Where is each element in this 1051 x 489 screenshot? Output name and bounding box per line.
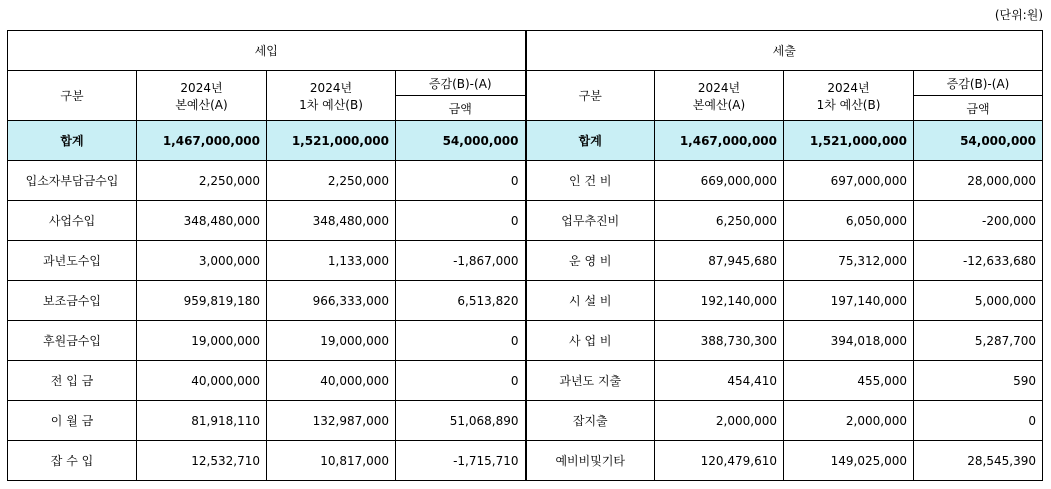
- expense-category-header: 구분: [526, 71, 655, 121]
- expense-revised-value: 455,000: [784, 361, 914, 401]
- expense-base-year: 2024년: [697, 80, 741, 95]
- income-diff-value: -1,715,710: [396, 441, 526, 481]
- expense-diff-value: 28,000,000: [914, 161, 1043, 201]
- expense-label: 업무추진비: [526, 201, 655, 241]
- income-diff-value: -1,867,000: [396, 241, 526, 281]
- table-row: [8, 281, 1043, 321]
- income-base-value: 19,000,000: [137, 321, 267, 361]
- income-diff-value: 0: [396, 361, 526, 401]
- income-revised-value: 2,250,000: [267, 161, 396, 201]
- expense-diff-header: 증감(B)-(A): [914, 71, 1043, 96]
- income-revised-value: 966,333,000: [267, 281, 396, 321]
- income-revised-value: 1,133,000: [267, 241, 396, 281]
- table-row: [8, 161, 1043, 201]
- income-revised-value: 10,817,000: [267, 441, 396, 481]
- income-base-value: 12,532,710: [137, 441, 267, 481]
- expense-base-value: 669,000,000: [655, 161, 784, 201]
- expense-revised-value: 149,025,000: [784, 441, 914, 481]
- expense-revised-value: 394,018,000: [784, 321, 914, 361]
- income-revised-header: [267, 71, 396, 121]
- income-base-year: 2024년: [180, 80, 223, 95]
- table-row: [8, 401, 1043, 441]
- income-diff-header: 증감(B)-(A): [396, 71, 526, 96]
- expense-revised-value: 697,000,000: [784, 161, 914, 201]
- income-diff-value: 0: [396, 201, 526, 241]
- expense-base-value: 454,410: [655, 361, 784, 401]
- income-base-value: 40,000,000: [137, 361, 267, 401]
- expense-label: 예비비및기타: [526, 441, 655, 481]
- table-row: [8, 361, 1043, 401]
- income-label: 이 월 금: [8, 401, 137, 441]
- income-revised-year: 2024년: [309, 80, 353, 95]
- table-row: [8, 321, 1043, 361]
- income-base-value: 959,819,180: [137, 281, 267, 321]
- expense-diff-value: -200,000: [914, 201, 1043, 241]
- income-diff-value: 0: [396, 321, 526, 361]
- expense-label: 시 설 비: [526, 281, 655, 321]
- expense-diff-value: 0: [914, 401, 1043, 441]
- income-diff-value: 0: [396, 161, 526, 201]
- budget-table: [7, 30, 1043, 481]
- income-base-value: 2,250,000: [137, 161, 267, 201]
- expense-diff-value: 5,000,000: [914, 281, 1043, 321]
- income-revised-value: 19,000,000: [267, 321, 396, 361]
- income-revised-value: 348,480,000: [267, 201, 396, 241]
- expense-base-label: 본예산(A): [692, 97, 746, 112]
- income-base-value: 348,480,000: [137, 201, 267, 241]
- expense-total-b: 1,521,000,000: [784, 121, 914, 161]
- expense-revised-header: [784, 71, 914, 121]
- income-total-b: 1,521,000,000: [267, 121, 396, 161]
- income-revised-value: 40,000,000: [267, 361, 396, 401]
- income-diff-value: 6,513,820: [396, 281, 526, 321]
- income-label: 후원금수입: [8, 321, 137, 361]
- table-row: [8, 201, 1043, 241]
- income-label: 사업수입: [8, 201, 137, 241]
- unit-label: (단위:원): [994, 8, 1043, 22]
- income-revised-label: 1차 예산(B): [299, 97, 363, 112]
- expense-base-value: 6,250,000: [655, 201, 784, 241]
- expense-total-label: 합계: [526, 121, 655, 161]
- expense-base-value: 120,479,610: [655, 441, 784, 481]
- expense-revised-value: 197,140,000: [784, 281, 914, 321]
- expense-revised-value: 75,312,000: [784, 241, 914, 281]
- expense-revised-value: 2,000,000: [784, 401, 914, 441]
- income-label: 잡 수 입: [8, 441, 137, 481]
- income-total-label: 합계: [8, 121, 137, 161]
- income-revised-value: 132,987,000: [267, 401, 396, 441]
- expense-base-header: [655, 71, 784, 121]
- expense-total-a: 1,467,000,000: [655, 121, 784, 161]
- expense-label: 잡지출: [526, 401, 655, 441]
- income-total-diff: 54,000,000: [396, 121, 526, 161]
- expense-label: 인 건 비: [526, 161, 655, 201]
- expense-total-diff: 54,000,000: [914, 121, 1043, 161]
- expense-label: 과년도 지출: [526, 361, 655, 401]
- expense-label: 사 업 비: [526, 321, 655, 361]
- expense-diff-value: 28,545,390: [914, 441, 1043, 481]
- expense-label: 운 영 비: [526, 241, 655, 281]
- income-label: 전 입 금: [8, 361, 137, 401]
- expense-section-header: 세출: [526, 31, 1043, 71]
- income-amount-header: 금액: [396, 96, 526, 121]
- expense-base-value: 2,000,000: [655, 401, 784, 441]
- income-category-header: 구분: [8, 71, 137, 121]
- table-row: [8, 441, 1043, 481]
- table-row: [8, 241, 1043, 281]
- expense-revised-year: 2024년: [827, 80, 870, 95]
- income-diff-value: 51,068,890: [396, 401, 526, 441]
- income-label: 보조금수입: [8, 281, 137, 321]
- income-section-header: 세입: [8, 31, 526, 71]
- income-label: 입소자부담금수입: [8, 161, 137, 201]
- expense-diff-value: -12,633,680: [914, 241, 1043, 281]
- income-base-value: 3,000,000: [137, 241, 267, 281]
- expense-base-value: 388,730,300: [655, 321, 784, 361]
- income-base-label: 본예산(A): [175, 97, 228, 112]
- income-total-a: 1,467,000,000: [137, 121, 267, 161]
- expense-base-value: 192,140,000: [655, 281, 784, 321]
- expense-revised-label: 1차 예산(B): [816, 97, 881, 112]
- expense-revised-value: 6,050,000: [784, 201, 914, 241]
- expense-amount-header: 금액: [914, 96, 1043, 121]
- income-label: 과년도수입: [8, 241, 137, 281]
- expense-diff-value: 5,287,700: [914, 321, 1043, 361]
- income-base-value: 81,918,110: [137, 401, 267, 441]
- expense-diff-value: 590: [914, 361, 1043, 401]
- expense-base-value: 87,945,680: [655, 241, 784, 281]
- income-base-header: [137, 71, 267, 121]
